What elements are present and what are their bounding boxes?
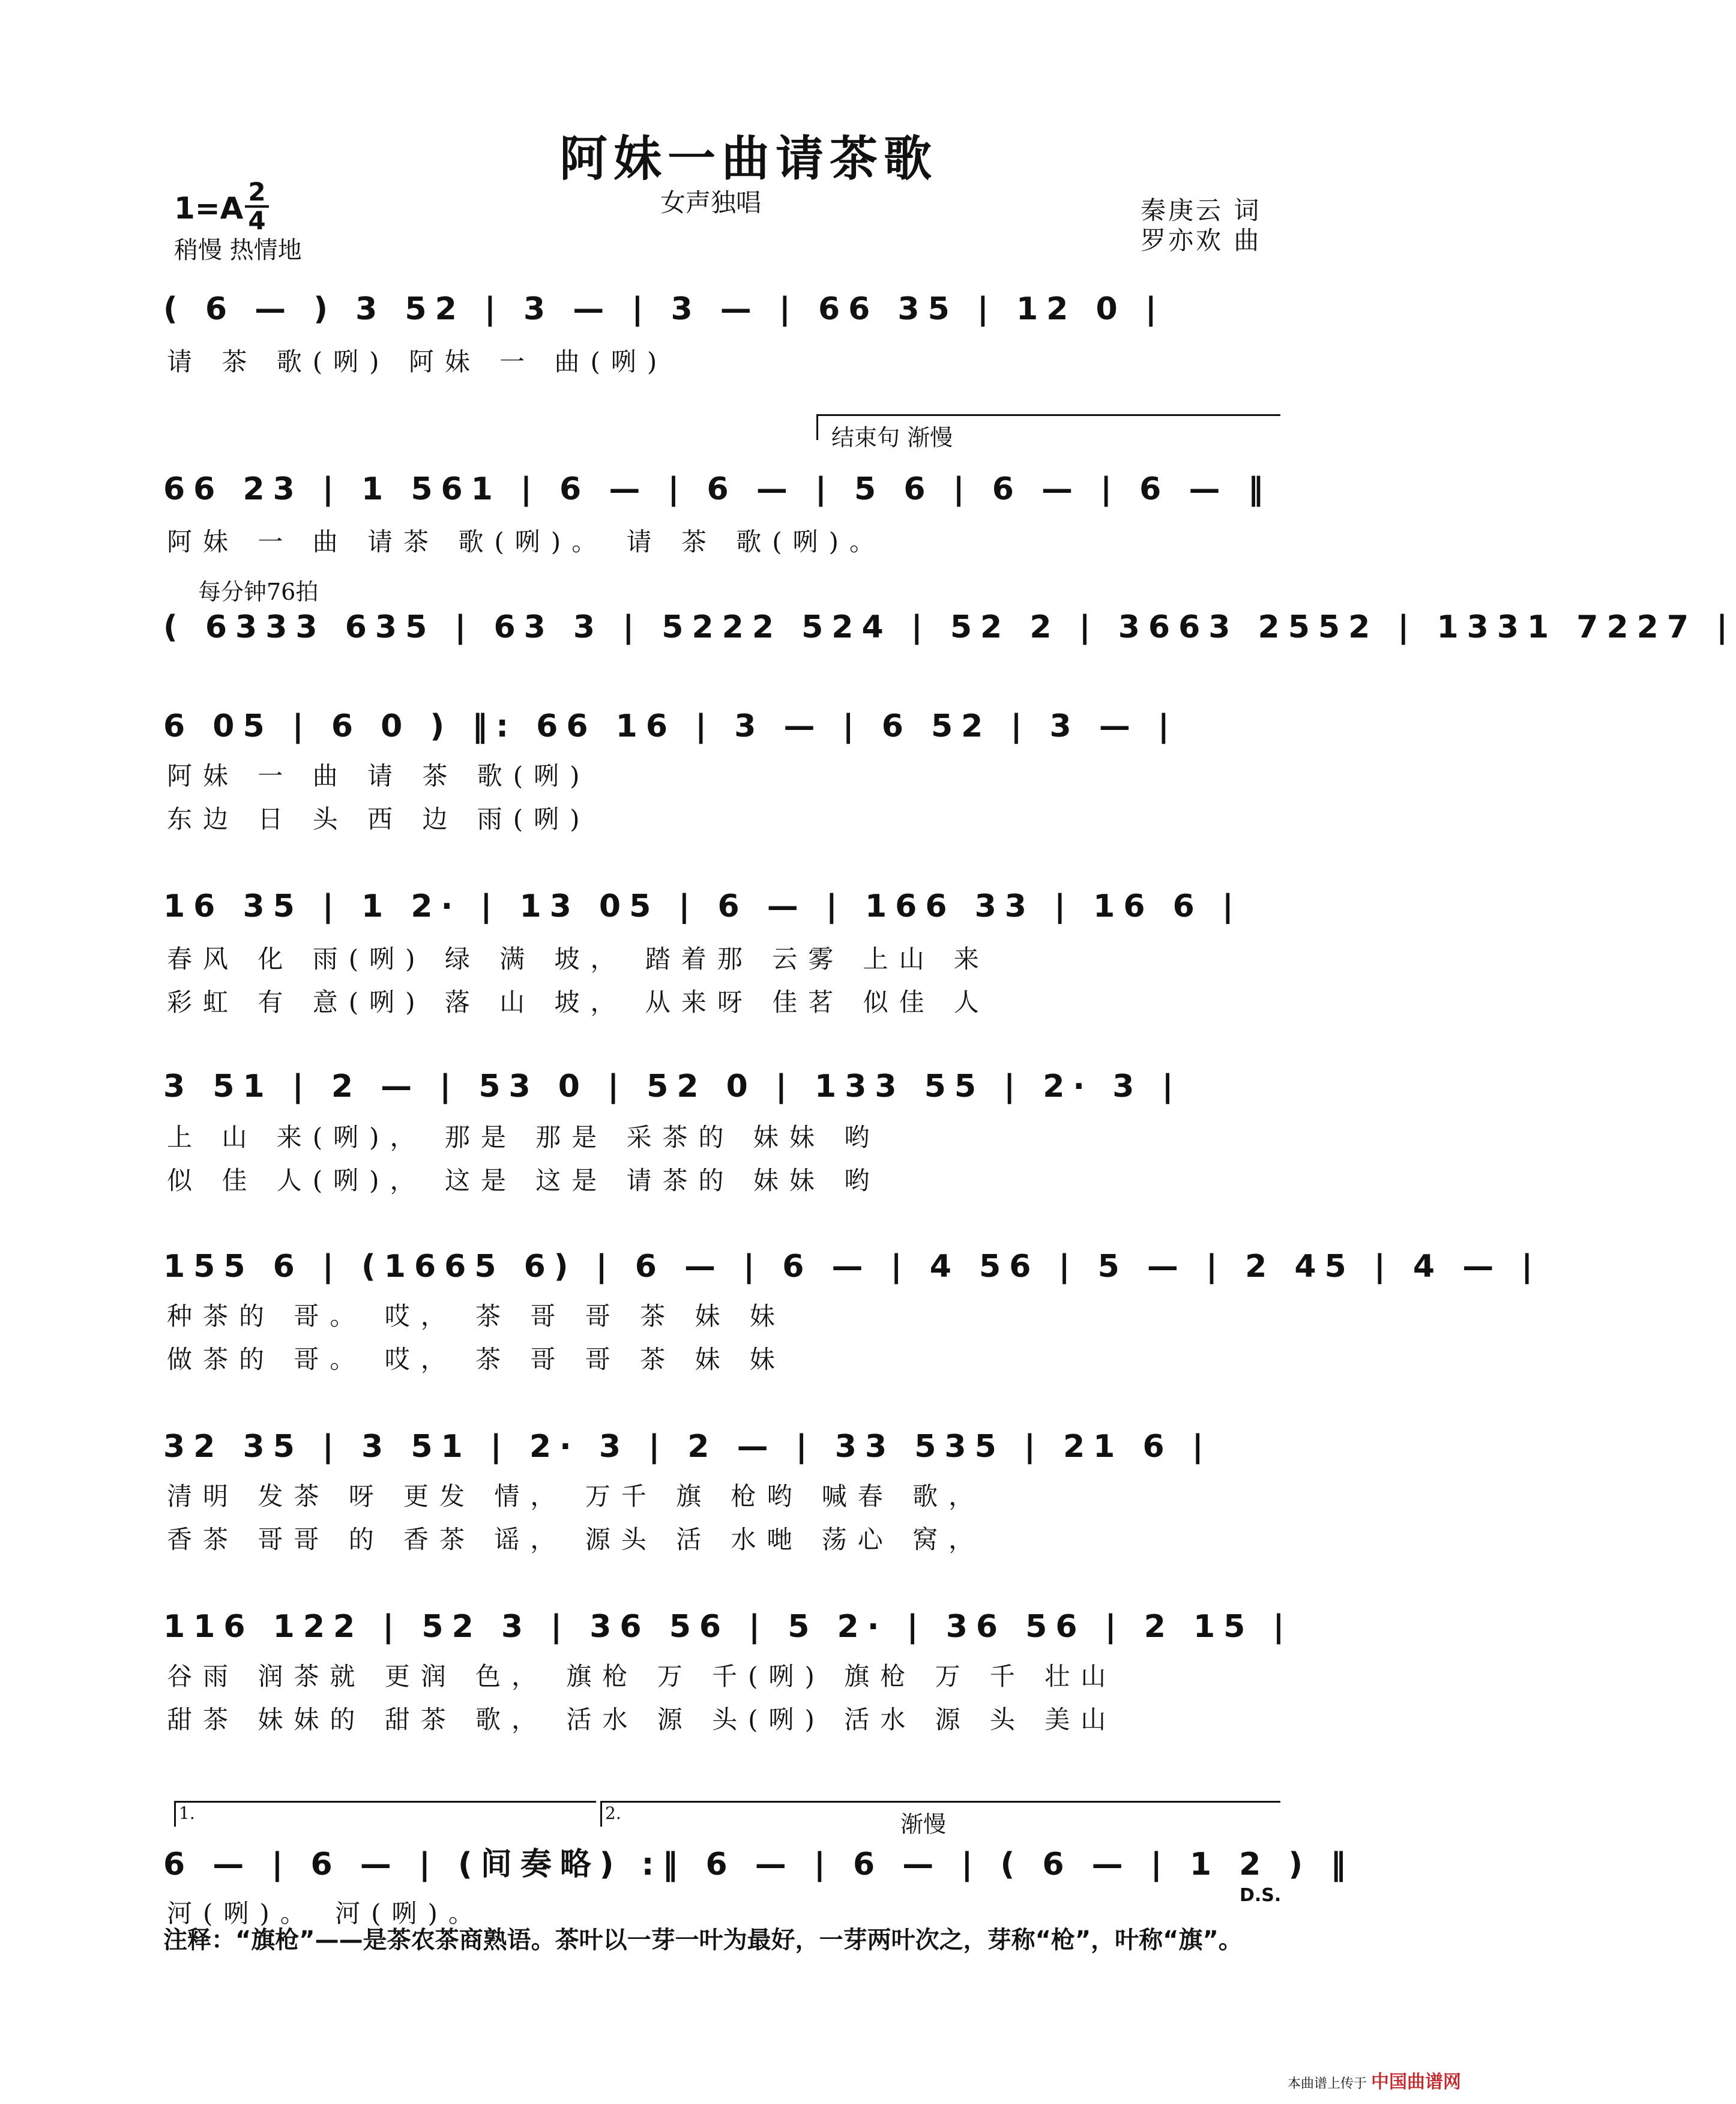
page-title: 阿妹一曲请茶歌 [559, 130, 938, 187]
ending-phrase-mark: 结束句 渐慢 [831, 424, 953, 451]
notation-line-7: 155 6 | (1665 6) | 6 — | 6 — | 4 56 | 5 — | 2 45 | 4 — | [163, 1249, 1542, 1285]
lyrics-line-4-verse-1: 阿妹 一 曲 请 茶 歌(咧) [167, 761, 591, 791]
lyrics-line-7-verse-2: 做茶的 哥。 哎， 茶 哥 哥 茶 妹 妹 [167, 1345, 786, 1374]
lyrics-line-6-verse-2: 似 佳 人(咧)， 这是 这是 请茶的 妹妹 哟 [167, 1166, 881, 1195]
volta-2: 2. [605, 1803, 621, 1823]
ritardando-mark: 渐慢 [900, 1811, 947, 1837]
notation-line-6: 3 51 | 2 — | 53 0 | 52 0 | 133 55 | 2· 3 | [163, 1069, 1182, 1105]
lyrics-line-4-verse-2: 东边 日 头 西 边 雨(咧) [167, 804, 591, 834]
site-logo[interactable]: 中国曲谱网 [1371, 2072, 1461, 2093]
notation-line-10: 6 — | 6 — | (间奏略) :‖ 6 — | 6 — | ( 6 — | 1 2 ) ‖ [163, 1846, 1355, 1882]
volta-1: 1. [179, 1803, 195, 1823]
lyrics-line-5-verse-2: 彩虹 有 意(咧) 落 山 坡， 从来呀 佳茗 似佳 人 [167, 987, 990, 1017]
lyrics-line-8-verse-2: 香茶 哥哥 的 香茶 谣， 源头 活 水哋 荡心 窝， [167, 1525, 985, 1554]
lyrics-line-2-verse-1: 阿妹 一 曲 请茶 歌(咧)。 请 茶 歌(咧)。 [167, 527, 885, 556]
lyrics-line-7-verse-1: 种茶的 哥。 哎， 茶 哥 哥 茶 妹 妹 [167, 1301, 786, 1331]
subtitle: 女声独唱 [660, 188, 762, 217]
meter-top: 2 [248, 177, 266, 206]
notation-line-1: ( 6 — ) 3 52 | 3 — | 3 — | 66 35 | 12 0 | [163, 291, 1165, 327]
lyrics-line-5-verse-1: 春风 化 雨(咧) 绿 满 坡， 踏着那 云雾 上山 来 [167, 944, 990, 974]
bpm-mark: 每分钟76拍 [198, 579, 319, 605]
key-signature: 1=A [174, 191, 244, 226]
lyrics-line-9-verse-1: 谷雨 润茶就 更润 色， 旗枪 万 千(咧) 旗枪 万 千 壮山 [167, 1662, 1117, 1691]
notation-line-9: 116 122 | 52 3 | 36 56 | 5 2· | 36 56 | 2 15 | [163, 1609, 1293, 1645]
annotation: 注释：“旗枪”——是茶农茶商熟语。茶叶以一芽一叶为最好，一芽两叶次之，芽称“枪”，叶称“旗”。 [163, 1926, 1243, 1954]
lyrics-line-1-verse-1: 请 茶 歌(咧) 阿妹 一 曲(咧) [167, 347, 668, 376]
footer [1288, 2067, 1461, 2093]
time-signature [245, 177, 269, 235]
notation-line-2: 66 23 | 1 561 | 6 — | 6 — | 5 6 | 6 — | 6 — ‖ [163, 471, 1272, 507]
composer: 罗亦欢 曲 [1141, 226, 1262, 255]
meter-bottom: 4 [248, 206, 266, 235]
notation-line-8: 32 35 | 3 51 | 2· 3 | 2 — | 33 535 | 21 6 | [163, 1429, 1212, 1465]
notation-line-3: ( 6333 635 | 63 3 | 5222 524 | 52 2 | 3663 2552 | 1331 7227 | [163, 609, 1736, 645]
notation-line-4: 6 05 | 6 0 ) ‖: 66 16 | 3 — | 6 52 | 3 — | [163, 708, 1178, 744]
volta-1-bracket [174, 1801, 596, 1827]
notation-line-5: 16 35 | 1 2· | 13 05 | 6 — | 166 33 | 16 6 | [163, 888, 1242, 924]
lyrics-line-8-verse-1: 清明 发茶 呀 更发 情， 万千 旗 枪哟 喊春 歌， [167, 1482, 985, 1511]
lyrics-line-6-verse-1: 上 山 来(咧)， 那是 那是 采茶的 妹妹 哟 [167, 1123, 881, 1152]
lyrics-line-10-verse-1: 河(咧)。 河(咧)。 [167, 1899, 484, 1928]
footer-text: 本曲谱上传于 [1287, 2076, 1367, 2091]
lyrics-line-9-verse-2: 甜茶 妹妹的 甜茶 歌， 活水 源 头(咧) 活水 源 头 美山 [167, 1705, 1117, 1734]
lyricist: 秦庚云 词 [1141, 196, 1262, 225]
dal-segno-mark: D.S. [1240, 1885, 1282, 1906]
tempo-marking: 稍慢 热情地 [174, 237, 302, 264]
